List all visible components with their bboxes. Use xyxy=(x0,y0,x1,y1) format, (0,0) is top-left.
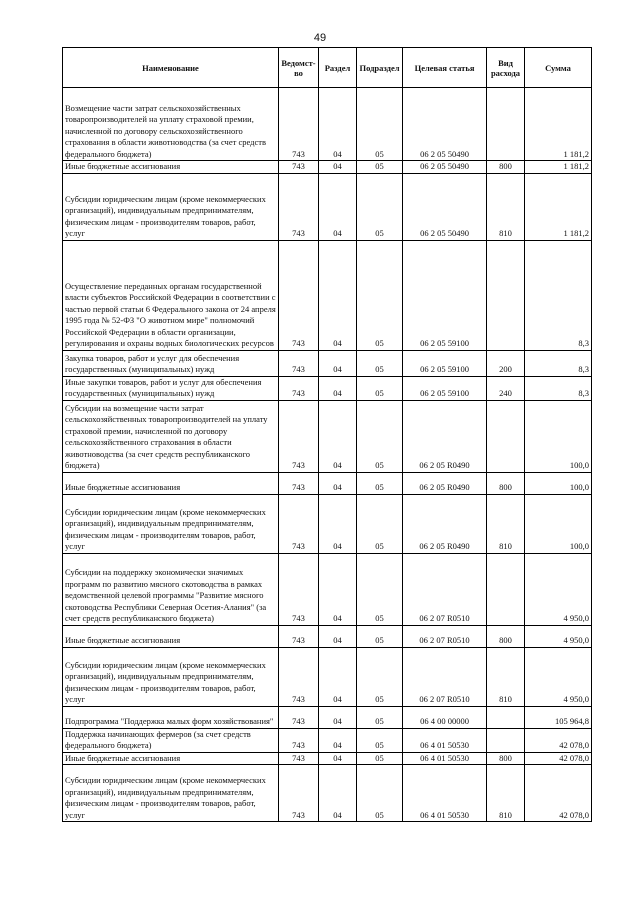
table-row xyxy=(63,376,592,400)
row-expense-type: 240 xyxy=(487,376,525,400)
table-row xyxy=(63,240,592,350)
row-subsection: 05 xyxy=(357,472,403,494)
row-department: 743 xyxy=(279,706,319,728)
table-row xyxy=(63,472,592,494)
row-department: 743 xyxy=(279,752,319,765)
row-section: 04 xyxy=(319,647,357,706)
budget-table xyxy=(62,47,592,822)
header-target-article: Целевая статья xyxy=(403,48,487,88)
row-expense-type: 800 xyxy=(487,161,525,174)
row-section: 04 xyxy=(319,494,357,553)
table-row xyxy=(63,88,592,161)
row-name: Подпрограмма "Поддержка малых форм хозяйствования" xyxy=(63,706,279,728)
table-row xyxy=(63,625,592,647)
row-sum: 8,3 xyxy=(525,350,592,376)
row-section: 04 xyxy=(319,625,357,647)
header-section: Раздел xyxy=(319,48,357,88)
row-subsection: 05 xyxy=(357,173,403,240)
row-department: 743 xyxy=(279,494,319,553)
row-name: Субсидии юридическим лицам (кроме некоммерческих организаций), индивидуальным предпринимателям, физическим лицам - производителям товаров, работ, услуг xyxy=(63,765,279,822)
row-expense-type: 800 xyxy=(487,625,525,647)
page-number: 49 xyxy=(313,32,327,44)
row-department: 743 xyxy=(279,161,319,174)
row-department: 743 xyxy=(279,472,319,494)
header-expense-type: Вид расхода xyxy=(487,48,525,88)
row-sum: 100,0 xyxy=(525,400,592,472)
row-expense-type xyxy=(487,88,525,161)
row-subsection: 05 xyxy=(357,240,403,350)
row-name: Иные закупки товаров, работ и услуг для обеспечения государственных (муниципальных) нужд xyxy=(63,376,279,400)
row-expense-type xyxy=(487,706,525,728)
row-expense-type xyxy=(487,728,525,752)
row-subsection: 05 xyxy=(357,625,403,647)
row-section: 04 xyxy=(319,472,357,494)
row-sum: 42 078,0 xyxy=(525,728,592,752)
row-subsection: 05 xyxy=(357,88,403,161)
row-subsection: 05 xyxy=(357,647,403,706)
row-target-article: 06 2 07 R0510 xyxy=(403,553,487,625)
table-row xyxy=(63,728,592,752)
table-row xyxy=(63,494,592,553)
row-target-article: 06 4 01 50530 xyxy=(403,765,487,822)
row-sum: 105 964,8 xyxy=(525,706,592,728)
row-target-article: 06 2 05 R0490 xyxy=(403,472,487,494)
row-target-article: 06 2 05 50490 xyxy=(403,173,487,240)
row-department: 743 xyxy=(279,88,319,161)
table-row xyxy=(63,765,592,822)
row-name: Иные бюджетные ассигнования xyxy=(63,472,279,494)
row-department: 743 xyxy=(279,647,319,706)
row-name: Закупка товаров, работ и услуг для обеспечения государственных (муниципальных) нужд xyxy=(63,350,279,376)
row-department: 743 xyxy=(279,400,319,472)
row-section: 04 xyxy=(319,88,357,161)
row-sum: 42 078,0 xyxy=(525,765,592,822)
row-sum: 8,3 xyxy=(525,240,592,350)
row-subsection: 05 xyxy=(357,553,403,625)
row-expense-type: 800 xyxy=(487,752,525,765)
row-subsection: 05 xyxy=(357,376,403,400)
row-name: Поддержка начинающих фермеров (за счет средств федерального бюджета) xyxy=(63,728,279,752)
row-subsection: 05 xyxy=(357,752,403,765)
row-sum: 1 181,2 xyxy=(525,173,592,240)
row-section: 04 xyxy=(319,400,357,472)
row-name: Субсидии юридическим лицам (кроме некоммерческих организаций), индивидуальным предпринимателям, физическим лицам - производителям товаров, работ, услуг xyxy=(63,173,279,240)
row-section: 04 xyxy=(319,173,357,240)
table-row xyxy=(63,553,592,625)
row-department: 743 xyxy=(279,173,319,240)
row-sum: 100,0 xyxy=(525,494,592,553)
row-target-article: 06 2 07 R0510 xyxy=(403,625,487,647)
row-sum: 1 181,2 xyxy=(525,161,592,174)
table-row xyxy=(63,706,592,728)
row-target-article: 06 4 01 50530 xyxy=(403,728,487,752)
row-sum: 4 950,0 xyxy=(525,647,592,706)
table-row xyxy=(63,647,592,706)
row-name: Иные бюджетные ассигнования xyxy=(63,625,279,647)
row-target-article: 06 2 05 59100 xyxy=(403,350,487,376)
row-name: Субсидии на поддержку экономически значимых программ по развитию мясного скотоводства в рамках ведомственной целевой программы "Развитие мясного скотоводства Республики Северная Осетия-Алания" (за счет средств республиканского бюджета) xyxy=(63,553,279,625)
row-target-article: 06 4 01 50530 xyxy=(403,752,487,765)
row-sum: 1 181,2 xyxy=(525,88,592,161)
row-expense-type xyxy=(487,553,525,625)
row-name: Иные бюджетные ассигнования xyxy=(63,161,279,174)
row-department: 743 xyxy=(279,728,319,752)
row-section: 04 xyxy=(319,161,357,174)
row-section: 04 xyxy=(319,752,357,765)
row-subsection: 05 xyxy=(357,161,403,174)
row-section: 04 xyxy=(319,240,357,350)
row-section: 04 xyxy=(319,553,357,625)
row-name: Субсидии юридическим лицам (кроме некоммерческих организаций), индивидуальным предпринимателям, физическим лицам - производителям товаров, работ, услуг xyxy=(63,494,279,553)
row-target-article: 06 2 05 50490 xyxy=(403,161,487,174)
row-section: 04 xyxy=(319,376,357,400)
row-department: 743 xyxy=(279,625,319,647)
row-department: 743 xyxy=(279,350,319,376)
row-sum: 4 950,0 xyxy=(525,553,592,625)
row-subsection: 05 xyxy=(357,728,403,752)
row-expense-type: 800 xyxy=(487,472,525,494)
row-target-article: 06 2 07 R0510 xyxy=(403,647,487,706)
table-row xyxy=(63,752,592,765)
row-department: 743 xyxy=(279,240,319,350)
header-sum: Сумма xyxy=(525,48,592,88)
row-subsection: 05 xyxy=(357,706,403,728)
row-department: 743 xyxy=(279,553,319,625)
row-department: 743 xyxy=(279,376,319,400)
header-subsection: Подраздел xyxy=(357,48,403,88)
row-expense-type: 810 xyxy=(487,494,525,553)
row-name: Осуществление переданных органам государственной власти субъектов Российской Федерации в соответствии с частью первой статьи 6 Федерального закона от 24 апреля 1995 года № 52-ФЗ "О животном мире" полномочий Российской Федерации в области организации, регулирования и охраны водных биологических ресурсов xyxy=(63,240,279,350)
table-row xyxy=(63,400,592,472)
header-name: Наименование xyxy=(63,48,279,88)
row-subsection: 05 xyxy=(357,350,403,376)
row-subsection: 05 xyxy=(357,400,403,472)
row-sum: 8,3 xyxy=(525,376,592,400)
row-expense-type xyxy=(487,400,525,472)
table-header-row xyxy=(63,48,592,88)
row-target-article: 06 2 05 59100 xyxy=(403,240,487,350)
row-target-article: 06 2 05 R0490 xyxy=(403,400,487,472)
row-expense-type: 810 xyxy=(487,173,525,240)
row-target-article: 06 2 05 50490 xyxy=(403,88,487,161)
row-subsection: 05 xyxy=(357,765,403,822)
row-department: 743 xyxy=(279,765,319,822)
row-section: 04 xyxy=(319,350,357,376)
row-name: Субсидии юридическим лицам (кроме некоммерческих организаций), индивидуальным предпринимателям, физическим лицам - производителям товаров, работ, услуг xyxy=(63,647,279,706)
table-row xyxy=(63,173,592,240)
table-row xyxy=(63,161,592,174)
row-target-article: 06 2 05 R0490 xyxy=(403,494,487,553)
row-target-article: 06 2 05 59100 xyxy=(403,376,487,400)
row-subsection: 05 xyxy=(357,494,403,553)
row-section: 04 xyxy=(319,765,357,822)
table-row xyxy=(63,350,592,376)
row-expense-type: 810 xyxy=(487,647,525,706)
row-section: 04 xyxy=(319,728,357,752)
header-department: Ведомст-во xyxy=(279,48,319,88)
row-expense-type: 200 xyxy=(487,350,525,376)
row-sum: 100,0 xyxy=(525,472,592,494)
row-section: 04 xyxy=(319,706,357,728)
row-name: Иные бюджетные ассигнования xyxy=(63,752,279,765)
row-sum: 4 950,0 xyxy=(525,625,592,647)
row-sum: 42 078,0 xyxy=(525,752,592,765)
row-expense-type: 810 xyxy=(487,765,525,822)
row-name: Возмещение части затрат сельскохозяйственных товаропроизводителей на уплату страховой премии, начисленной по договору сельскохозяйственного страхования в области животноводства (за счет средств федерального бюджета) xyxy=(63,88,279,161)
row-target-article: 06 4 00 00000 xyxy=(403,706,487,728)
row-name: Субсидии на возмещение части затрат сельскохозяйственных товаропроизводителей на уплату страховой премии, начисленной по договору сельскохозяйственного страхования в области животноводства (за счет средств республиканского бюджета) xyxy=(63,400,279,472)
row-expense-type xyxy=(487,240,525,350)
